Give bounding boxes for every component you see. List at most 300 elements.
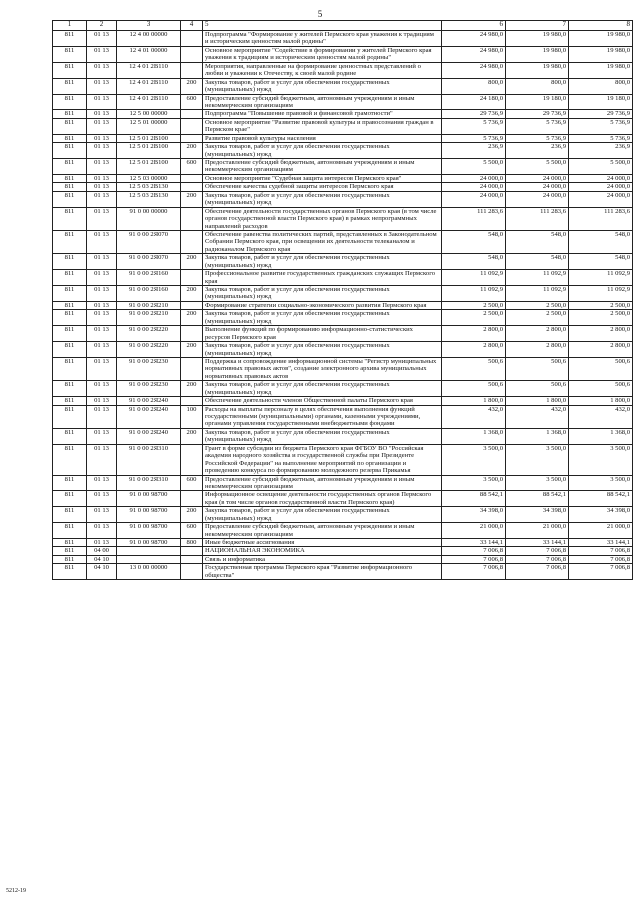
amount-year3-cell: 19 980,0 bbox=[569, 46, 633, 62]
description-cell: Закупка товаров, работ и услуг для обеспечения государственных (муниципальных) нужд bbox=[203, 143, 442, 159]
expense-type-cell: 200 bbox=[181, 143, 203, 159]
amount-year2-cell: 548,0 bbox=[506, 254, 569, 270]
description-cell: Предоставление субсидий бюджетным, автономным учреждениям и иным некоммерческим организациям bbox=[203, 523, 442, 539]
expense-type-cell bbox=[181, 174, 203, 182]
target-article-cell: 12 5 03 2В130 bbox=[117, 183, 181, 191]
amount-year1-cell: 7 006,8 bbox=[442, 547, 506, 555]
expense-type-cell bbox=[181, 444, 203, 475]
amount-year3-cell: 11 092,9 bbox=[569, 270, 633, 286]
target-article-cell: 91 0 00 2Я160 bbox=[117, 270, 181, 286]
table-row bbox=[53, 564, 633, 580]
table-row bbox=[53, 270, 633, 286]
table-row bbox=[53, 78, 633, 94]
table-row bbox=[53, 342, 633, 358]
amount-year1-cell: 88 542,1 bbox=[442, 491, 506, 507]
table-row bbox=[53, 428, 633, 444]
expense-type-cell: 200 bbox=[181, 428, 203, 444]
admin-code-cell: 811 bbox=[53, 507, 87, 523]
amount-year3-cell: 7 006,8 bbox=[569, 547, 633, 555]
admin-code-cell: 811 bbox=[53, 254, 87, 270]
admin-code-cell: 811 bbox=[53, 183, 87, 191]
section-cell: 01 13 bbox=[87, 46, 117, 62]
table-row bbox=[53, 286, 633, 302]
table-row bbox=[53, 326, 633, 342]
amount-year2-cell: 21 000,0 bbox=[506, 523, 569, 539]
amount-year3-cell: 5 736,9 bbox=[569, 134, 633, 142]
target-article-cell: 91 0 00 2Я070 bbox=[117, 254, 181, 270]
table-body bbox=[53, 31, 633, 580]
table-row bbox=[53, 183, 633, 191]
admin-code-cell: 811 bbox=[53, 159, 87, 175]
target-article-cell: 91 0 00 2Я310 bbox=[117, 475, 181, 491]
section-cell: 01 13 bbox=[87, 310, 117, 326]
description-cell: Выполнение функций по формированию информационно-статистических ресурсов Пермского края bbox=[203, 326, 442, 342]
amount-year2-cell: 11 092,9 bbox=[506, 286, 569, 302]
table-row bbox=[53, 174, 633, 182]
table-row bbox=[53, 159, 633, 175]
table-row bbox=[53, 405, 633, 428]
description-cell: Расходы на выплаты персоналу в целях обеспечения выполнения функций государственными (муниципальными) органами, казенными учреждениями, органами управления государственными внебюджетными фондами bbox=[203, 405, 442, 428]
admin-code-cell: 811 bbox=[53, 46, 87, 62]
expense-type-cell bbox=[181, 31, 203, 47]
expense-type-cell: 600 bbox=[181, 523, 203, 539]
amount-year2-cell: 1 800,0 bbox=[506, 397, 569, 405]
target-article-cell: 13 0 00 00000 bbox=[117, 564, 181, 580]
target-article-cell: 91 0 00 00000 bbox=[117, 207, 181, 230]
description-cell: Иные бюджетные ассигнования bbox=[203, 539, 442, 547]
amount-year3-cell: 3 500,0 bbox=[569, 475, 633, 491]
amount-year1-cell: 3 500,0 bbox=[442, 444, 506, 475]
column-header: 7 bbox=[506, 21, 569, 31]
amount-year1-cell: 11 092,9 bbox=[442, 286, 506, 302]
amount-year3-cell: 11 092,9 bbox=[569, 286, 633, 302]
description-cell: Государственная программа Пермского края "Развитие информационного общества" bbox=[203, 564, 442, 580]
amount-year3-cell: 500,6 bbox=[569, 381, 633, 397]
expense-type-cell: 600 bbox=[181, 475, 203, 491]
amount-year3-cell: 7 006,8 bbox=[569, 555, 633, 563]
amount-year1-cell: 2 800,0 bbox=[442, 326, 506, 342]
amount-year3-cell: 500,6 bbox=[569, 357, 633, 380]
section-cell: 01 13 bbox=[87, 78, 117, 94]
expense-type-cell bbox=[181, 491, 203, 507]
admin-code-cell: 811 bbox=[53, 475, 87, 491]
target-article-cell: 91 0 00 2Я070 bbox=[117, 230, 181, 253]
admin-code-cell: 811 bbox=[53, 523, 87, 539]
expense-type-cell: 200 bbox=[181, 254, 203, 270]
target-article-cell: 12 4 01 00000 bbox=[117, 46, 181, 62]
table-row bbox=[53, 230, 633, 253]
table-row bbox=[53, 444, 633, 475]
amount-year3-cell: 548,0 bbox=[569, 230, 633, 253]
column-header: 5 bbox=[203, 21, 442, 31]
description-cell: Закупка товаров, работ и услуг для обеспечения государственных (муниципальных) нужд bbox=[203, 78, 442, 94]
amount-year1-cell: 29 736,9 bbox=[442, 110, 506, 118]
description-cell: Предоставление субсидий бюджетным, автономным учреждениям и иным некоммерческим организациям bbox=[203, 94, 442, 110]
target-article-cell: 91 0 00 98700 bbox=[117, 523, 181, 539]
target-article-cell: 12 4 00 00000 bbox=[117, 31, 181, 47]
amount-year1-cell: 24 980,0 bbox=[442, 31, 506, 47]
expense-type-cell bbox=[181, 397, 203, 405]
expense-type-cell bbox=[181, 118, 203, 134]
table-row bbox=[53, 62, 633, 78]
target-article-cell: 91 0 00 98700 bbox=[117, 491, 181, 507]
target-article-cell: 12 5 01 00000 bbox=[117, 118, 181, 134]
description-cell: Основное мероприятие "Содействие в формировании у жителей Пермского края уважения к традициям и историческим ценностям малой родины" bbox=[203, 46, 442, 62]
admin-code-cell: 811 bbox=[53, 110, 87, 118]
expense-type-cell: 800 bbox=[181, 539, 203, 547]
admin-code-cell: 811 bbox=[53, 31, 87, 47]
expense-type-cell bbox=[181, 183, 203, 191]
amount-year3-cell: 33 144,1 bbox=[569, 539, 633, 547]
expense-type-cell: 200 bbox=[181, 78, 203, 94]
target-article-cell: 91 0 00 2Я210 bbox=[117, 310, 181, 326]
amount-year2-cell: 33 144,1 bbox=[506, 539, 569, 547]
amount-year1-cell: 34 398,0 bbox=[442, 507, 506, 523]
amount-year2-cell: 5 736,9 bbox=[506, 118, 569, 134]
section-cell: 01 13 bbox=[87, 62, 117, 78]
amount-year1-cell: 111 283,6 bbox=[442, 207, 506, 230]
table-row bbox=[53, 491, 633, 507]
section-cell: 01 13 bbox=[87, 381, 117, 397]
amount-year2-cell: 500,6 bbox=[506, 381, 569, 397]
amount-year3-cell: 1 800,0 bbox=[569, 397, 633, 405]
amount-year1-cell: 5 736,9 bbox=[442, 118, 506, 134]
amount-year3-cell: 19 980,0 bbox=[569, 31, 633, 47]
description-cell: Закупка товаров, работ и услуг для обеспечения государственных (муниципальных) нужд bbox=[203, 342, 442, 358]
admin-code-cell: 811 bbox=[53, 191, 87, 207]
amount-year3-cell: 2 500,0 bbox=[569, 301, 633, 309]
section-cell: 01 13 bbox=[87, 444, 117, 475]
amount-year1-cell: 24 000,0 bbox=[442, 191, 506, 207]
amount-year1-cell: 7 006,8 bbox=[442, 555, 506, 563]
amount-year1-cell: 548,0 bbox=[442, 230, 506, 253]
expense-type-cell: 200 bbox=[181, 191, 203, 207]
amount-year2-cell: 19 980,0 bbox=[506, 62, 569, 78]
admin-code-cell: 811 bbox=[53, 286, 87, 302]
admin-code-cell: 811 bbox=[53, 342, 87, 358]
amount-year3-cell: 29 736,9 bbox=[569, 110, 633, 118]
section-cell: 01 13 bbox=[87, 230, 117, 253]
admin-code-cell: 811 bbox=[53, 207, 87, 230]
table-row bbox=[53, 507, 633, 523]
admin-code-cell: 811 bbox=[53, 397, 87, 405]
admin-code-cell: 811 bbox=[53, 357, 87, 380]
amount-year2-cell: 7 006,8 bbox=[506, 547, 569, 555]
section-cell: 01 13 bbox=[87, 94, 117, 110]
admin-code-cell: 811 bbox=[53, 62, 87, 78]
description-cell: Связь и информатика bbox=[203, 555, 442, 563]
table-header bbox=[53, 21, 633, 31]
amount-year2-cell: 24 000,0 bbox=[506, 174, 569, 182]
description-cell: Подпрограмма "Формирование у жителей Пермского края уважения к традициям и историческим ценностям малой родины" bbox=[203, 31, 442, 47]
section-cell: 01 13 bbox=[87, 174, 117, 182]
amount-year1-cell: 500,6 bbox=[442, 381, 506, 397]
description-cell: Предоставление субсидий бюджетным, автономным учреждениям и иным некоммерческим организациям bbox=[203, 475, 442, 491]
target-article-cell: 12 5 03 00000 bbox=[117, 174, 181, 182]
page-number: 5 bbox=[317, 9, 323, 19]
amount-year1-cell: 432,0 bbox=[442, 405, 506, 428]
expense-type-cell bbox=[181, 46, 203, 62]
amount-year1-cell: 24 000,0 bbox=[442, 174, 506, 182]
budget-table bbox=[52, 20, 633, 580]
admin-code-cell: 811 bbox=[53, 405, 87, 428]
description-cell: Развитие правовой культуры населения bbox=[203, 134, 442, 142]
column-header: 3 bbox=[117, 21, 181, 31]
admin-code-cell: 811 bbox=[53, 564, 87, 580]
description-cell: Предоставление субсидий бюджетным, автономным учреждениям и иным некоммерческим организациям bbox=[203, 159, 442, 175]
amount-year1-cell: 500,6 bbox=[442, 357, 506, 380]
amount-year1-cell: 5 736,9 bbox=[442, 134, 506, 142]
section-cell: 01 13 bbox=[87, 523, 117, 539]
amount-year1-cell: 2 500,0 bbox=[442, 310, 506, 326]
amount-year3-cell: 19 180,0 bbox=[569, 94, 633, 110]
amount-year3-cell: 19 980,0 bbox=[569, 62, 633, 78]
table-row bbox=[53, 134, 633, 142]
amount-year2-cell: 236,9 bbox=[506, 143, 569, 159]
table-row bbox=[53, 555, 633, 563]
amount-year3-cell: 2 800,0 bbox=[569, 342, 633, 358]
amount-year1-cell: 3 500,0 bbox=[442, 475, 506, 491]
amount-year3-cell: 5 500,0 bbox=[569, 159, 633, 175]
target-article-cell: 12 5 03 2В130 bbox=[117, 191, 181, 207]
admin-code-cell: 811 bbox=[53, 78, 87, 94]
column-header: 6 bbox=[442, 21, 506, 31]
expense-type-cell bbox=[181, 357, 203, 380]
admin-code-cell: 811 bbox=[53, 310, 87, 326]
amount-year3-cell: 7 006,8 bbox=[569, 564, 633, 580]
description-cell: Информационное освещение деятельности государственных органов Пермского края (в том числе органов государственной власти Пермского края) bbox=[203, 491, 442, 507]
admin-code-cell: 811 bbox=[53, 143, 87, 159]
amount-year2-cell: 111 283,6 bbox=[506, 207, 569, 230]
amount-year2-cell: 34 398,0 bbox=[506, 507, 569, 523]
expense-type-cell bbox=[181, 134, 203, 142]
admin-code-cell: 811 bbox=[53, 326, 87, 342]
target-article-cell: 91 0 00 2Я210 bbox=[117, 301, 181, 309]
admin-code-cell: 811 bbox=[53, 444, 87, 475]
description-cell: Закупка товаров, работ и услуг для обеспечения государственных (муниципальных) нужд bbox=[203, 254, 442, 270]
target-article-cell: 12 5 01 2В100 bbox=[117, 134, 181, 142]
amount-year1-cell: 24 980,0 bbox=[442, 46, 506, 62]
amount-year1-cell: 2 500,0 bbox=[442, 301, 506, 309]
section-cell: 01 13 bbox=[87, 507, 117, 523]
amount-year2-cell: 5 736,9 bbox=[506, 134, 569, 142]
section-cell: 01 13 bbox=[87, 110, 117, 118]
amount-year3-cell: 88 542,1 bbox=[569, 491, 633, 507]
amount-year2-cell: 19 180,0 bbox=[506, 94, 569, 110]
table-row bbox=[53, 31, 633, 47]
amount-year2-cell: 19 980,0 bbox=[506, 46, 569, 62]
amount-year1-cell: 11 092,9 bbox=[442, 270, 506, 286]
section-cell: 01 13 bbox=[87, 357, 117, 380]
description-cell: Поддержка и сопровождение информационной системы "Регистр муниципальных нормативных правовых актов", создание электронного архива муниципальных нормативных правовых актов bbox=[203, 357, 442, 380]
section-cell: 04 00 bbox=[87, 547, 117, 555]
description-cell: Обеспечение деятельности государственных органов Пермского края (в том числе органов государственной власти Пермского края) в рамках непрограммных направлений расходов bbox=[203, 207, 442, 230]
table-row bbox=[53, 539, 633, 547]
description-cell: Закупка товаров, работ и услуг для обеспечения государственных (муниципальных) нужд bbox=[203, 191, 442, 207]
amount-year1-cell: 24 000,0 bbox=[442, 183, 506, 191]
amount-year1-cell: 24 180,0 bbox=[442, 94, 506, 110]
description-cell: НАЦИОНАЛЬНАЯ ЭКОНОМИКА bbox=[203, 547, 442, 555]
table-row bbox=[53, 191, 633, 207]
expense-type-cell: 600 bbox=[181, 94, 203, 110]
section-cell: 01 13 bbox=[87, 207, 117, 230]
target-article-cell: 12 4 01 2В110 bbox=[117, 94, 181, 110]
description-cell: Обеспечение равенства политических партий, представленных в Законодательном Собрании Пермского края, при освещении их деятельности телеканалом и радиоканалом Пермского края bbox=[203, 230, 442, 253]
section-cell: 01 13 bbox=[87, 491, 117, 507]
amount-year1-cell: 33 144,1 bbox=[442, 539, 506, 547]
section-cell: 01 13 bbox=[87, 326, 117, 342]
table-row bbox=[53, 143, 633, 159]
expense-type-cell: 200 bbox=[181, 286, 203, 302]
amount-year3-cell: 3 500,0 bbox=[569, 444, 633, 475]
table-row bbox=[53, 357, 633, 380]
admin-code-cell: 811 bbox=[53, 118, 87, 134]
description-cell: Мероприятия, направленные на формирование ценностных представлений о любви и уважении к Отечеству, к своей малой родине bbox=[203, 62, 442, 78]
section-cell: 01 13 bbox=[87, 31, 117, 47]
table-row bbox=[53, 381, 633, 397]
amount-year2-cell: 24 000,0 bbox=[506, 183, 569, 191]
table-row bbox=[53, 254, 633, 270]
admin-code-cell: 811 bbox=[53, 491, 87, 507]
amount-year1-cell: 24 980,0 bbox=[442, 62, 506, 78]
column-header: 4 bbox=[181, 21, 203, 31]
amount-year1-cell: 7 006,8 bbox=[442, 564, 506, 580]
section-cell: 01 13 bbox=[87, 191, 117, 207]
admin-code-cell: 811 bbox=[53, 547, 87, 555]
target-article-cell: 91 0 00 2Я160 bbox=[117, 286, 181, 302]
target-article-cell bbox=[117, 547, 181, 555]
target-article-cell: 12 5 01 2В100 bbox=[117, 159, 181, 175]
target-article-cell: 12 5 00 00000 bbox=[117, 110, 181, 118]
amount-year1-cell: 548,0 bbox=[442, 254, 506, 270]
column-header: 1 bbox=[53, 21, 87, 31]
section-cell: 01 13 bbox=[87, 475, 117, 491]
target-article-cell: 91 0 00 2Я240 bbox=[117, 428, 181, 444]
expense-type-cell: 200 bbox=[181, 507, 203, 523]
target-article-cell bbox=[117, 555, 181, 563]
amount-year2-cell: 88 542,1 bbox=[506, 491, 569, 507]
section-cell: 01 13 bbox=[87, 118, 117, 134]
section-cell: 04 10 bbox=[87, 555, 117, 563]
section-cell: 01 13 bbox=[87, 254, 117, 270]
table-row bbox=[53, 310, 633, 326]
admin-code-cell: 811 bbox=[53, 134, 87, 142]
footer-code: 5212-19 bbox=[6, 888, 26, 894]
expense-type-cell bbox=[181, 555, 203, 563]
amount-year3-cell: 34 398,0 bbox=[569, 507, 633, 523]
expense-type-cell: 600 bbox=[181, 159, 203, 175]
amount-year1-cell: 236,9 bbox=[442, 143, 506, 159]
target-article-cell: 91 0 00 2Я240 bbox=[117, 405, 181, 428]
amount-year2-cell: 500,6 bbox=[506, 357, 569, 380]
amount-year3-cell: 5 736,9 bbox=[569, 118, 633, 134]
amount-year2-cell: 7 006,8 bbox=[506, 555, 569, 563]
admin-code-cell: 811 bbox=[53, 301, 87, 309]
amount-year3-cell: 21 000,0 bbox=[569, 523, 633, 539]
section-cell: 01 13 bbox=[87, 183, 117, 191]
target-article-cell: 91 0 00 2Я240 bbox=[117, 397, 181, 405]
expense-type-cell: 200 bbox=[181, 381, 203, 397]
description-cell: Закупка товаров, работ и услуг для обеспечения государственных (муниципальных) нужд bbox=[203, 286, 442, 302]
table-row bbox=[53, 46, 633, 62]
section-cell: 01 13 bbox=[87, 270, 117, 286]
table-row bbox=[53, 523, 633, 539]
target-article-cell: 12 4 01 2В110 bbox=[117, 62, 181, 78]
description-cell: Закупка товаров, работ и услуг для обеспечения государственных (муниципальных) нужд bbox=[203, 428, 442, 444]
header-row bbox=[53, 21, 633, 31]
amount-year2-cell: 548,0 bbox=[506, 230, 569, 253]
target-article-cell: 91 0 00 98700 bbox=[117, 507, 181, 523]
description-cell: Формирование стратегии социально-экономического развития Пермского края bbox=[203, 301, 442, 309]
admin-code-cell: 811 bbox=[53, 555, 87, 563]
admin-code-cell: 811 bbox=[53, 428, 87, 444]
column-header: 2 bbox=[87, 21, 117, 31]
amount-year3-cell: 24 000,0 bbox=[569, 191, 633, 207]
amount-year2-cell: 3 500,0 bbox=[506, 444, 569, 475]
expense-type-cell bbox=[181, 270, 203, 286]
admin-code-cell: 811 bbox=[53, 230, 87, 253]
target-article-cell: 91 0 00 98700 bbox=[117, 539, 181, 547]
expense-type-cell bbox=[181, 326, 203, 342]
table-row bbox=[53, 475, 633, 491]
section-cell: 01 13 bbox=[87, 342, 117, 358]
table-row bbox=[53, 118, 633, 134]
amount-year2-cell: 11 092,9 bbox=[506, 270, 569, 286]
table-row bbox=[53, 207, 633, 230]
amount-year1-cell: 1 368,0 bbox=[442, 428, 506, 444]
amount-year1-cell: 5 500,0 bbox=[442, 159, 506, 175]
table-row bbox=[53, 110, 633, 118]
amount-year2-cell: 24 000,0 bbox=[506, 191, 569, 207]
target-article-cell: 91 0 00 2Я230 bbox=[117, 357, 181, 380]
description-cell: Основное мероприятие "Развитие правовой культуры и правосознания граждан в Пермском крае" bbox=[203, 118, 442, 134]
description-cell: Закупка товаров, работ и услуг для обеспечения государственных (муниципальных) нужд bbox=[203, 310, 442, 326]
description-cell: Закупка товаров, работ и услуг для обеспечения государственных (муниципальных) нужд bbox=[203, 507, 442, 523]
section-cell: 01 13 bbox=[87, 143, 117, 159]
admin-code-cell: 811 bbox=[53, 174, 87, 182]
admin-code-cell: 811 bbox=[53, 539, 87, 547]
description-cell: Грант в форме субсидии из бюджета Пермского края ФГБОУ ВО "Российская академия народного хозяйства и государственной службы при Президенте Российской Федерации" на выполнение мероприятий по организации и проведению конкурса по формированию молодежного резерва Прикамья bbox=[203, 444, 442, 475]
amount-year2-cell: 432,0 bbox=[506, 405, 569, 428]
amount-year3-cell: 24 000,0 bbox=[569, 174, 633, 182]
amount-year1-cell: 800,0 bbox=[442, 78, 506, 94]
expense-type-cell bbox=[181, 110, 203, 118]
amount-year1-cell: 1 800,0 bbox=[442, 397, 506, 405]
description-cell: Профессиональное развитие государственных гражданских служащих Пермского края bbox=[203, 270, 442, 286]
expense-type-cell: 100 bbox=[181, 405, 203, 428]
target-article-cell: 91 0 00 2Я220 bbox=[117, 342, 181, 358]
amount-year2-cell: 7 006,8 bbox=[506, 564, 569, 580]
column-header: 8 bbox=[569, 21, 633, 31]
amount-year3-cell: 24 000,0 bbox=[569, 183, 633, 191]
amount-year3-cell: 2 800,0 bbox=[569, 326, 633, 342]
amount-year2-cell: 2 500,0 bbox=[506, 301, 569, 309]
section-cell: 01 13 bbox=[87, 405, 117, 428]
amount-year2-cell: 29 736,9 bbox=[506, 110, 569, 118]
amount-year1-cell: 2 800,0 bbox=[442, 342, 506, 358]
amount-year1-cell: 21 000,0 bbox=[442, 523, 506, 539]
amount-year3-cell: 236,9 bbox=[569, 143, 633, 159]
amount-year2-cell: 3 500,0 bbox=[506, 475, 569, 491]
amount-year2-cell: 1 368,0 bbox=[506, 428, 569, 444]
amount-year2-cell: 800,0 bbox=[506, 78, 569, 94]
section-cell: 01 13 bbox=[87, 159, 117, 175]
amount-year3-cell: 111 283,6 bbox=[569, 207, 633, 230]
section-cell: 01 13 bbox=[87, 286, 117, 302]
amount-year2-cell: 2 800,0 bbox=[506, 342, 569, 358]
amount-year2-cell: 2 800,0 bbox=[506, 326, 569, 342]
section-cell: 01 13 bbox=[87, 134, 117, 142]
